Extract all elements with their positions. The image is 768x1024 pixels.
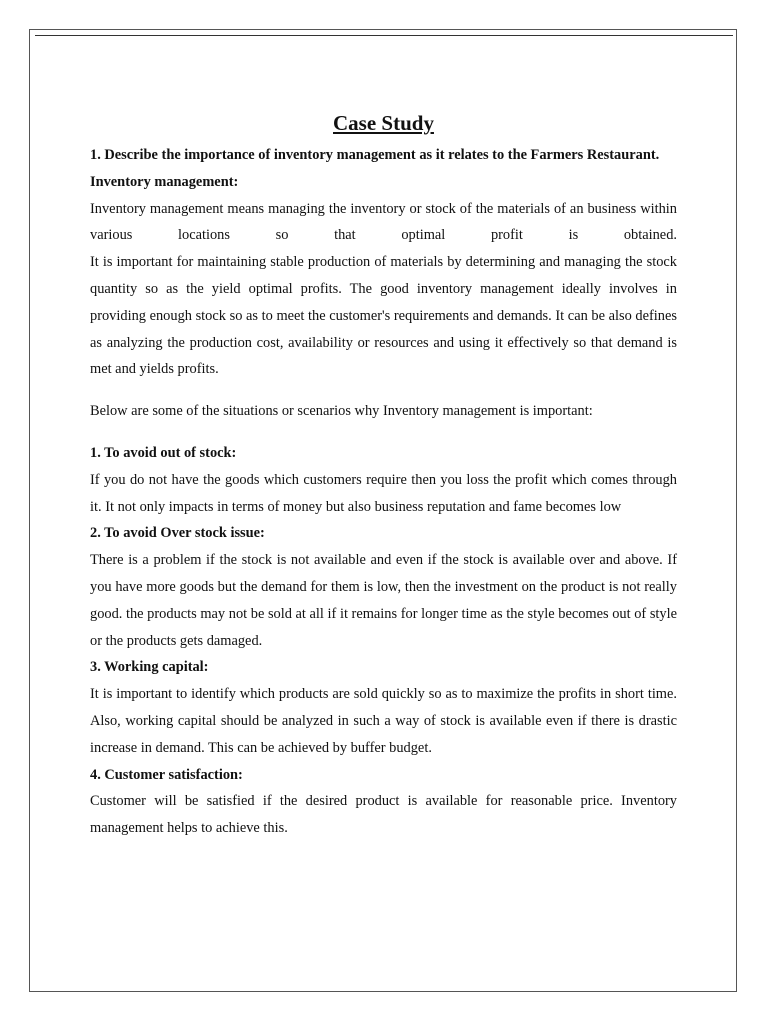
question-text: 1. Describe the importance of inventory management as it relates to the Farmers Restaurant. — [90, 147, 660, 163]
section-heading-customer-satisfaction: 4. Customer satisfaction: — [90, 766, 243, 783]
section-body-out-of-stock: If you do not have the goods which customers require then you loss the profit which comes through it. It not only impacts in terms of money but also business reputation and fame becomes low — [90, 471, 677, 515]
section-heading-over-stock: 2. To avoid Over stock issue: — [90, 525, 265, 542]
section-heading-working-capital: 3. Working capital: — [90, 659, 209, 676]
header-rule — [35, 35, 733, 36]
section-body-customer-satisfaction: Customer will be satisfied if the desired product is available for reasonable price. Inventory management helps to achieve this. — [90, 793, 677, 837]
section-body-over-stock: There is a problem if the stock is not available and even if the stock is available over and above. If you have more goods but the demand for them is low, then the investment on the product is not really good. the products may not be sold at all if it remains for longer time as the style becomes out of style or the products gets damaged. — [90, 552, 677, 649]
document-title: Case Study — [333, 111, 434, 135]
section-heading-out-of-stock: 1. To avoid out of stock: — [90, 444, 237, 461]
intro-paragraph-line1: Inventory management means managing the inventory or stock of the materials of an business within various locations so that optimal profit is obtained. — [90, 200, 677, 244]
scenarios-intro: Below are some of the situations or scenarios why Inventory management is important: — [90, 403, 593, 420]
section-body-working-capital: It is important to identify which products are sold quickly so as to maximize the profits in short time. Also, working capital should be analyzed in such a way of stock is available even if there is drastic increase in demand. This can be achieved by buffer budget. — [90, 686, 677, 756]
intro-heading: Inventory management: — [90, 173, 239, 190]
intro-paragraph: It is important for maintaining stable production of materials by determining and managing the stock quantity so as the yield optimal profits. The good inventory management ideally involves in providing enough stock so as to meet the customer's requirements and demands. It can be also defines as analyzing the production cost, availability or resources and using it effectively so that demand is met and yields profits. — [90, 254, 677, 378]
section-list — [90, 440, 677, 842]
document-body — [90, 108, 677, 842]
